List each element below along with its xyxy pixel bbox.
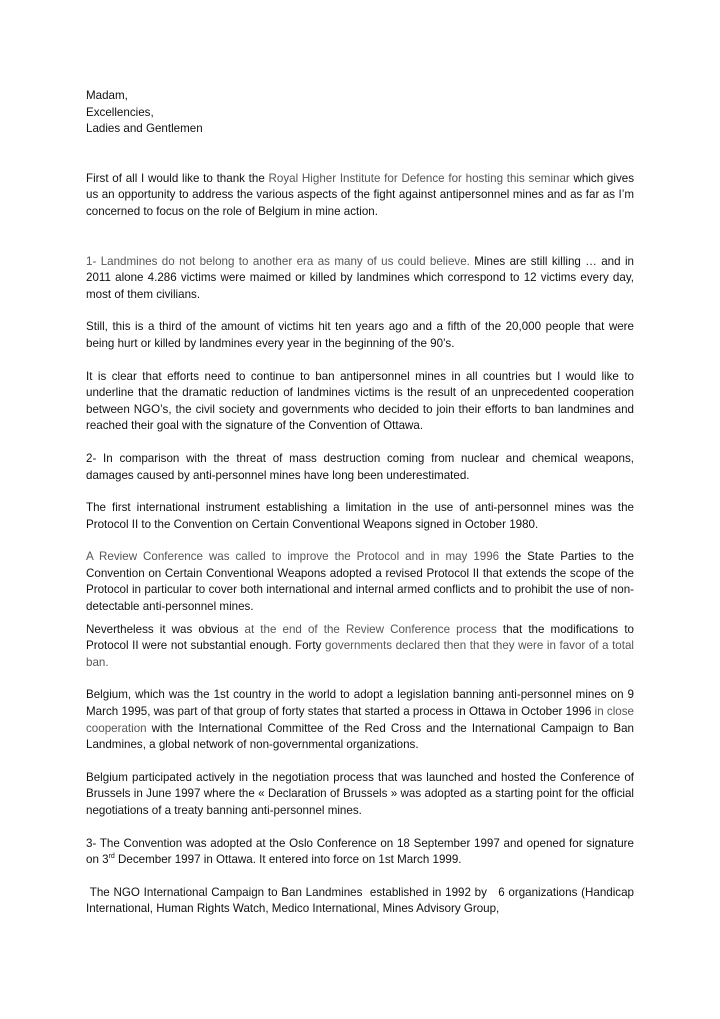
paragraph-ngo-campaign: The NGO International Campaign to Ban Landmines established in 1992 by 6 organizations (Handicap International, Human Rights Watch, Medico International, Mines Advisory Group, xyxy=(86,885,638,916)
text-run: at the end of the Review Conference process xyxy=(238,622,497,636)
text-run: Mines are still killing … and in 2011 alone 4.286 victims were maimed or killed by landmines which correspond to 12 victims every day, most of them civilians. xyxy=(86,254,634,301)
text-run: which gives us an opportunity to address the various aspects of the fight against antipersonnel mines and as far as I’m concerned to focus on the role of Belgium in mine action. xyxy=(86,171,634,218)
paragraph-efforts: It is clear that efforts need to continue to ban antipersonnel mines in all countries but I would like to underline that the dramatic reduction of landmines victims is the result of an unprecedented cooperation between NGO’s, the civil society and governments who decided to join their efforts to ban landmines and reached their goal with the signature of the Convention of Ottawa. xyxy=(86,369,634,433)
text-run: Nevertheless it was obvious xyxy=(86,622,239,636)
paragraph-belgium xyxy=(86,687,634,753)
paragraph-brussels: Belgium participated actively in the negotiation process that was launched and hosted the Conference of Brussels in June 1997 where the « Declaration of Brussels » was adopted as a starting point for the official negotiations of a treaty banning anti-personnel mines. xyxy=(86,770,634,817)
text-run: 3- The Convention was adopted at the Oslo Conference on 18 September 1997 and opened for signature on 3 xyxy=(86,836,634,867)
greeting-line: Ladies and Gentlemen xyxy=(86,122,203,136)
text-run: governments declared then that they were in favor of a total ban. xyxy=(86,639,635,669)
text-run: in close cooperation xyxy=(86,705,634,735)
paragraph-section-2: 2- In comparison with the threat of mass destruction coming from nuclear and chemical weapons, damages caused by anti-personnel mines have long been underestimated. xyxy=(86,451,634,482)
paragraph-review-conference xyxy=(86,549,634,615)
paragraph-section-1 xyxy=(86,254,634,304)
text-run: 1- Landmines do not belong to another era as many of us could believe. xyxy=(86,254,470,268)
greeting-line: Excellencies, xyxy=(86,105,154,119)
text-run: First of all I would like to thank the xyxy=(86,171,269,185)
text-run: that the modifications to Protocol II were not substantial enough. Forty xyxy=(86,622,635,653)
paragraph-section-3 xyxy=(86,836,634,869)
greeting-line: Madam, xyxy=(86,89,128,102)
text-run: Belgium, which was the 1st country in the world to adopt a legislation banning anti-personnel mines on 9 March 1995, was part of that group of forty states that started a process in Ottawa in October 1996 xyxy=(86,688,634,719)
text-run: December 1997 in Ottawa. It entered into force on 1st March 1999. xyxy=(114,853,462,867)
superscript: rd xyxy=(108,853,115,861)
greeting-block xyxy=(86,88,634,138)
paragraph-nevertheless xyxy=(86,622,634,672)
paragraph-thanks xyxy=(86,171,634,221)
paragraph-victims: Still, this is a third of the amount of victims hit ten years ago and a fifth of the 20,000 people that were being hurt or killed by landmines every year in the beginning of the 90’s. xyxy=(86,320,634,350)
paragraph-protocol: The first international instrument establishing a limitation in the use of anti-personnel mines was the Protocol II to the Convention on Certain Conventional Weapons signed in October 1980. xyxy=(86,501,634,531)
text-run: with the International Committee of the Red Cross and the International Campaign to Ban Landmines, a global network of non-governmental organizations. xyxy=(86,721,634,752)
letter-body xyxy=(86,88,638,918)
text-run: the State Parties to the Convention on Certain Conventional Weapons adopted a revised Protocol II that extends the scope of the Protocol in particular to cover both international and internal armed conflicts and to prohibit the use of non-detectable anti-personnel mines. xyxy=(86,550,634,614)
text-run: A Review Conference was called to improve the Protocol and in may 1996 xyxy=(86,550,500,564)
text-run: Royal Higher Institute for Defence for hosting this seminar xyxy=(268,171,570,185)
